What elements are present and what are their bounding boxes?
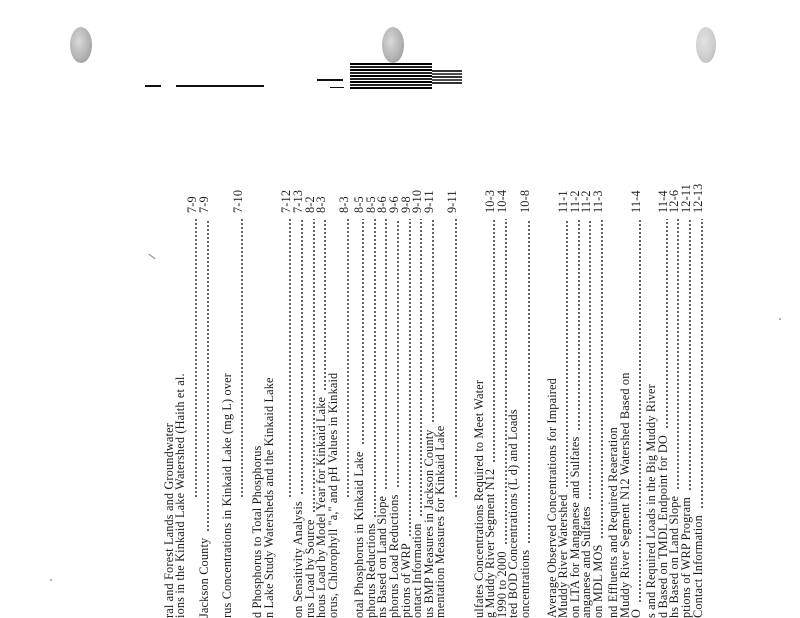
toc-entry-page: 10-8 — [517, 189, 532, 213]
table-of-contents-rotated — [161, 168, 705, 618]
toc-entry-title: Muddy River Watershed — [556, 494, 571, 618]
toc-entry — [592, 168, 605, 618]
toc-entry-title: rus Concentrations in Kinkaid Lake (mg L) over — [219, 373, 234, 618]
toc-entry-page: 12-11 — [678, 184, 693, 213]
toc-entry-page: 8-5 — [352, 196, 367, 213]
toc-entry-page: 8-6 — [375, 196, 390, 213]
toc-entry-title: hous Load by Model Year for Kinkaid Lake — [314, 396, 329, 618]
toc-entry-title: 1990 to 2000 — [494, 551, 509, 618]
toc-entry-page: 11-4 — [629, 190, 644, 213]
dot-leader — [701, 219, 703, 509]
toc-entry-page: 7-9 — [185, 196, 200, 213]
toc-entry-title: ral and Forest Lands and Groundwater — [161, 423, 176, 618]
toc-entry-title: n Lake Study Watersheds and the Kinkaid Lake — [261, 377, 276, 618]
toc-entry-title: ptions of WRP Program — [678, 497, 693, 618]
toc-entry-title: oncentrations — [517, 549, 532, 618]
toc-entry-title: ptions of WRP — [398, 543, 413, 618]
toc-entry-page: 10-3 — [483, 189, 498, 213]
toc-entry-page: 9-11 — [421, 190, 436, 213]
dot-leader — [639, 219, 641, 603]
toc-entry-page: 11-2 — [567, 190, 582, 213]
toc-entry-title: Jackson County — [196, 537, 211, 618]
toc-entry-title: Average Observed Concentrations for Impaired — [544, 378, 559, 618]
toc-entry-page: 11-2 — [579, 190, 594, 213]
toc-entry-page: 12-13 — [690, 183, 705, 213]
toc-entry-title: d Based on TMDL Endpoint for DO — [655, 435, 670, 618]
toc-entry-page: 11-1 — [556, 190, 571, 213]
toc-entry-page: 12-6 — [667, 189, 682, 213]
toc-entry-title: mentation Measures for Kinkaid Lake — [433, 425, 448, 618]
toc-entry-title: orus, Chlorophyll "a," and pH Values in Kinkaid — [325, 372, 340, 618]
toc-entry-title: O — [629, 608, 644, 618]
toc-entry-title: hs Based on Land Slope — [667, 495, 682, 618]
toc-entry-page: 9-10 — [410, 189, 425, 213]
toc-entry-title: Contact Information — [690, 515, 705, 618]
toc-entry — [457, 168, 470, 618]
toc-entry-page: 11-4 — [655, 190, 670, 213]
toc-entry — [263, 168, 276, 618]
toc-entry-title: g Muddy River Segment N12 — [483, 468, 498, 618]
toc-entry-title: on MDL MOS — [590, 544, 605, 618]
toc-entry-title: anganese and Sulfates — [579, 506, 594, 618]
toc-entry-title: otal Phosphorus in Kinkaid Lake — [352, 451, 367, 618]
toc-entry — [630, 168, 643, 618]
punch-hole-center — [382, 27, 404, 63]
toc-entry — [530, 168, 543, 618]
punch-hole-right — [696, 27, 716, 63]
toc-entry-page: 9-8 — [398, 196, 413, 213]
toc-entry-page: 9-6 — [387, 196, 402, 213]
toc-entry-page: 8-3 — [337, 196, 352, 213]
toc-entry-page: 7-13 — [290, 189, 305, 213]
toc-entry-title: s and Required Loads in the Big Muddy River — [644, 384, 659, 618]
toc-entry-page: 9-11 — [444, 190, 459, 213]
toc-entry-page: 11-3 — [590, 190, 605, 213]
toc-entry-title: ontact Information — [410, 523, 425, 618]
toc-entry-title: phorus Load Reductions — [387, 494, 402, 618]
toc-entry — [692, 168, 705, 618]
toc-entry-title: ulfates Concentrations Required to Meet Water — [471, 379, 486, 618]
punch-hole-left — [70, 27, 92, 63]
toc-entry-page: 8-3 — [314, 196, 329, 213]
dot-leader — [241, 219, 243, 498]
toc-entry-title: ions in the Kinkaid Lake Watershed (Haith et al. — [173, 373, 188, 618]
dot-leader — [347, 219, 349, 498]
toc-entry-page: 10-4 — [494, 189, 509, 213]
dot-leader — [601, 219, 603, 539]
toc-entry-title: ted BOD Concentrations (L d) and Loads — [506, 409, 521, 618]
toc-entry-page: 7-12 — [279, 189, 294, 213]
toc-entry-title: on Sensitivity Analysis — [290, 501, 305, 618]
toc-entry-page: 7-9 — [196, 196, 211, 213]
toc-entry-page: 8-2 — [302, 196, 317, 213]
toc-entry-title: Muddy River Segment N12 Watershed Based on — [617, 372, 632, 618]
toc-entry-title: us BMP Measures in Jackson County — [421, 429, 436, 618]
toc-entry-page: 7-10 — [231, 189, 246, 213]
toc-entry-title: phorus Reductions — [363, 523, 378, 618]
toc-entry — [232, 168, 245, 618]
toc-entry-title: on LTA for Manganese and Sulfates — [567, 436, 582, 618]
toc-entry-page: 8-5 — [363, 196, 378, 213]
toc-entry-title: nd Effluents and Required Reaeration — [606, 427, 620, 618]
toc-entry-title: ns Based on Land Slope — [375, 495, 390, 618]
toc-entry — [338, 168, 351, 618]
toc-entry-title: d Phosphorus to Total Phosphorus — [250, 445, 264, 618]
toc-entry-title: rus Load by Source — [302, 519, 317, 618]
